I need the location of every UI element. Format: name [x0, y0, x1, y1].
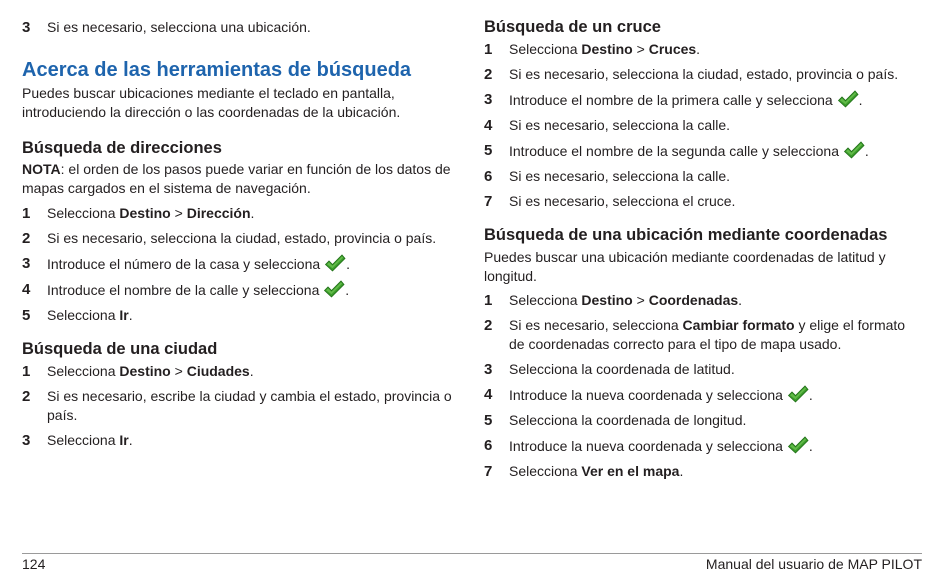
separator: >: [632, 292, 649, 308]
punct: .: [858, 92, 863, 108]
punct: .: [345, 282, 350, 298]
step-text: Introduce el número de la casa y selecciona: [47, 256, 321, 272]
manual-title: Manual del usuario de MAP PILOT: [705, 556, 922, 572]
menu-term-coordenadas: Coordenadas: [648, 292, 739, 308]
step-text: Selecciona: [47, 363, 120, 379]
list-item: [22, 431, 452, 450]
step-number: 4: [22, 281, 31, 298]
checkmark-icon: [323, 280, 345, 298]
note-label: NOTA: [22, 161, 61, 177]
step-text: Si es necesario, selecciona una ubicación.: [47, 19, 311, 35]
step-number: 1: [22, 205, 31, 222]
step-text: Si es necesario, selecciona la calle.: [509, 117, 731, 133]
step-text: Introduce el nombre de la calle y selecciona: [47, 282, 320, 298]
punct: .: [808, 387, 813, 403]
step-number: 6: [484, 168, 493, 185]
step-text: Si es necesario, escribe la ciudad y cambia el estado, provincia o país.: [47, 388, 452, 423]
note-text: : el orden de los pasos puede variar en función de los datos de mapas cargados en el sistema de navegación.: [22, 161, 451, 196]
checkmark-icon: [843, 141, 865, 159]
step-number: 2: [22, 388, 31, 405]
list-item: [484, 411, 924, 430]
list-item: [484, 462, 924, 481]
list-item: [484, 360, 924, 379]
menu-term-destino: Destino: [119, 363, 171, 379]
step-text: Selecciona: [47, 307, 120, 323]
checkmark-icon: [787, 385, 809, 403]
step-number: 6: [484, 437, 493, 454]
step-number: 1: [22, 363, 31, 380]
step-text: Selecciona: [47, 432, 120, 448]
list-item: [22, 387, 452, 425]
list-item: [22, 18, 452, 37]
step-number: 4: [484, 386, 493, 403]
menu-term-ir: Ir: [119, 307, 129, 323]
list-item: [484, 116, 924, 135]
step-text: Selecciona la coordenada de latitud.: [509, 361, 735, 377]
punct: .: [808, 438, 813, 454]
separator: >: [170, 205, 187, 221]
menu-term-direccion: Dirección: [186, 205, 251, 221]
step-text: Si es necesario, selecciona la ciudad, estado, provincia o país.: [47, 230, 437, 246]
section-title-coordinates: Búsqueda de una ubicación mediante coordenadas: [484, 226, 888, 244]
step-number: 3: [484, 361, 493, 378]
punct: .: [679, 463, 684, 479]
checkmark-icon: [324, 254, 346, 272]
step-text: Si es necesario, selecciona el cruce.: [509, 193, 736, 209]
step-text: Selecciona la coordenada de longitud.: [509, 412, 747, 428]
step-text: Selecciona: [509, 463, 582, 479]
menu-term-cambiar-formato: Cambiar formato: [682, 317, 795, 333]
menu-term-destino: Destino: [581, 41, 633, 57]
punct: .: [250, 205, 255, 221]
menu-term-destino: Destino: [119, 205, 171, 221]
step-number: 5: [484, 142, 493, 159]
section-title-address: Búsqueda de direcciones: [22, 139, 222, 157]
list-item: [484, 141, 924, 161]
list-item: [484, 192, 924, 211]
list-item: [22, 280, 452, 300]
list-item: [22, 229, 452, 248]
step-number: 7: [484, 463, 493, 480]
step-text: Selecciona: [509, 292, 582, 308]
step-text: Selecciona: [47, 205, 120, 221]
list-item: [22, 254, 452, 274]
separator: >: [632, 41, 649, 57]
separator: >: [170, 363, 187, 379]
coords-paragraph: Puedes buscar una ubicación mediante coordenadas de latitud y longitud.: [484, 249, 886, 284]
step-text: Selecciona: [509, 41, 582, 57]
step-number: 2: [22, 230, 31, 247]
list-item: [22, 362, 452, 381]
page-number: 124: [22, 556, 46, 572]
section-title-intersection: Búsqueda de un cruce: [484, 18, 661, 36]
step-number: 3: [22, 432, 31, 449]
step-number: 1: [484, 41, 493, 58]
step-text: Si es necesario, selecciona la ciudad, estado, provincia o país.: [509, 66, 899, 82]
step-number: 3: [484, 91, 493, 108]
list-item: [484, 40, 924, 59]
punct: .: [864, 143, 869, 159]
step-text: Introduce el nombre de la primera calle y selecciona: [509, 92, 833, 108]
step-number: 1: [484, 292, 493, 309]
list-item: [484, 436, 924, 456]
menu-term-destino: Destino: [581, 292, 633, 308]
checkmark-icon: [787, 436, 809, 454]
punct: .: [738, 292, 743, 308]
list-item: [484, 90, 924, 110]
step-number: 4: [484, 117, 493, 134]
list-item: [22, 204, 452, 223]
punct: .: [346, 256, 350, 272]
right-column: [484, 0, 924, 481]
step-text: Introduce la nueva coordenada y selecciona: [509, 387, 783, 403]
step-number: 3: [22, 19, 31, 36]
footer-divider: [22, 553, 922, 554]
step-text: y elige el formato de coordenadas correcto para el tipo de mapa usado.: [509, 317, 906, 352]
punct: .: [249, 363, 254, 379]
list-item: [484, 316, 924, 354]
list-item: [484, 291, 924, 310]
list-item: [484, 65, 924, 84]
menu-term-ir: Ir: [119, 432, 129, 448]
menu-term-ciudades: Ciudades: [186, 363, 250, 379]
about-paragraph: Puedes buscar ubicaciones mediante el teclado en pantalla, introduciendo la dirección o las coordenadas de la ubicación.: [22, 85, 401, 120]
list-item: [22, 306, 452, 325]
menu-term-cruces: Cruces: [648, 41, 697, 57]
step-text: Introduce la nueva coordenada y selecciona: [509, 438, 783, 454]
step-text: Introduce el nombre de la segunda calle y selecciona: [509, 143, 839, 159]
step-text: Si es necesario, selecciona: [509, 317, 683, 333]
punct: .: [696, 41, 701, 57]
step-number: 3: [22, 255, 31, 272]
step-text: Si es necesario, selecciona la calle.: [509, 168, 731, 184]
punct: .: [128, 432, 133, 448]
note-paragraph: [22, 160, 452, 198]
section-title-about: Acerca de las herramientas de búsqueda: [22, 59, 412, 81]
menu-term-ver-en-el-mapa: Ver en el mapa: [581, 463, 680, 479]
step-number: 2: [484, 66, 493, 83]
punct: .: [128, 307, 133, 323]
step-number: 7: [484, 193, 493, 210]
list-item: [484, 385, 924, 405]
checkmark-icon: [837, 90, 859, 108]
section-title-city: Búsqueda de una ciudad: [22, 340, 218, 358]
step-number: 2: [484, 317, 493, 334]
list-item: [484, 167, 924, 186]
step-number: 5: [484, 412, 493, 429]
left-column: [22, 0, 452, 450]
step-number: 5: [22, 307, 31, 324]
